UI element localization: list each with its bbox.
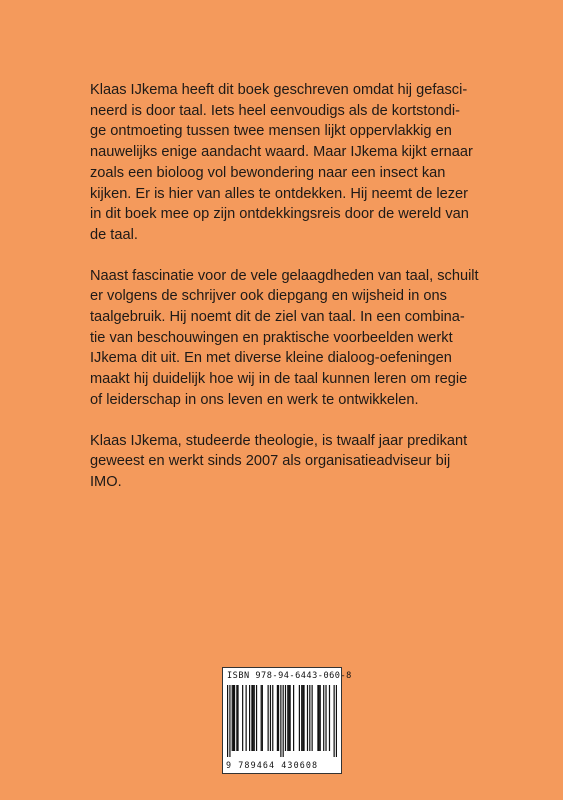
blurb-line: de taal. <box>90 226 138 243</box>
barcode-bar <box>249 685 250 751</box>
blurb-line: kijken. Er is hier van alles te ontdekken. Hij neemt de lezer <box>90 185 468 202</box>
barcode-bar <box>323 685 324 751</box>
blurb-line: taalgebruik. Hij noemt dit de ziel van taal. In een combina- <box>90 309 465 326</box>
barcode-bar <box>242 685 243 751</box>
barcode-bar <box>227 685 228 757</box>
barcode-bar <box>268 685 269 751</box>
blurb-line: Klaas IJkema heeft dit boek geschreven omdat hij gefasci- <box>90 82 468 98</box>
blurb-line: maakt hij duidelijk hoe wij in de taal kunnen leren om regie <box>90 371 468 388</box>
barcode-bar <box>261 685 262 751</box>
barcode-bar <box>234 685 235 751</box>
barcode-bar <box>309 685 310 751</box>
barcode-bar <box>277 685 278 751</box>
barcode-bar <box>252 685 253 751</box>
barcode-bar <box>334 685 335 757</box>
blurb-line: geweest en werkt sinds 2007 als organisatieadviseur bij <box>90 453 451 470</box>
barcode-bar <box>232 685 233 751</box>
blurb-line: in dit boek mee op zijn ontdekkingsreis door de wereld van <box>90 206 469 223</box>
barcode-bar <box>307 685 308 751</box>
barcode-bar <box>236 685 237 751</box>
blurb-line: of leiderschap in ons leven en werk te ontwikkelen. <box>90 391 419 408</box>
blurb-line: ge ontmoeting tussen twee mensen lijkt oppervlakkig en <box>90 123 452 140</box>
barcode-bar <box>237 685 238 751</box>
barcode-bar <box>329 685 330 751</box>
blurb-line: IJkema dit uit. En met diverse kleine dialoog-oefeningen <box>90 350 452 367</box>
blurb-line: zoals een bioloog vol bewondering naar een insect kan <box>90 164 446 181</box>
barcode-bar <box>229 685 230 757</box>
barcode-bar <box>283 685 284 757</box>
back-cover-blurb <box>90 80 490 513</box>
barcode-bars <box>227 685 337 757</box>
barcode-bar <box>288 685 289 751</box>
barcode-bar <box>318 685 319 751</box>
barcode-bar <box>246 685 247 751</box>
barcode-bar <box>254 685 255 751</box>
barcode-bar <box>299 685 300 751</box>
blurb-line: nauwelijks enige aandacht waard. Maar IJkema kijkt ernaar <box>90 144 473 161</box>
barcode-bar <box>336 685 337 757</box>
barcode-bar <box>320 685 321 751</box>
barcode-bar <box>303 685 304 751</box>
blurb-line: tie van beschouwingen en praktische voorbeelden werkt <box>90 329 453 346</box>
barcode-bar <box>285 685 286 751</box>
blurb-line: IMO. <box>90 473 122 490</box>
blurb-line: er volgens de schrijver ook diepgang en wijsheid in ons <box>90 288 447 305</box>
blurb-paragraph-1 <box>90 80 490 246</box>
blurb-line: neerd is door taal. Iets heel eenvoudigs als de kortstondi- <box>90 102 460 119</box>
barcode-bar <box>287 685 288 751</box>
barcode-bar <box>302 685 303 751</box>
barcode-bar <box>293 685 294 751</box>
barcode-bar <box>325 685 326 751</box>
barcode-bar <box>317 685 318 751</box>
blurb-line: Naast fascinatie voor de vele gelaagdheden van taal, schuilt <box>90 267 479 284</box>
barcode-bar <box>270 685 271 751</box>
barcode-bar <box>290 685 291 751</box>
barcode-bar <box>256 685 257 751</box>
barcode-bar <box>262 685 263 751</box>
barcode-bar <box>272 685 273 751</box>
author-bio <box>90 431 490 493</box>
barcode-bar <box>301 685 302 751</box>
isbn-barcode <box>222 667 352 774</box>
barcode-bar <box>280 685 281 757</box>
barcode-bar <box>312 685 313 751</box>
barcode-bar <box>251 685 252 751</box>
isbn-label: ISBN 978-94-6443-060-8 <box>227 671 352 681</box>
barcode-bar <box>278 685 279 751</box>
barcode-bar <box>233 685 234 751</box>
blurb-line: Klaas IJkema, studeerde theologie, is twaalf jaar predikant <box>90 432 468 449</box>
blurb-paragraph-2 <box>90 266 490 411</box>
ean-digits: 9 789464 430608 <box>226 760 319 770</box>
